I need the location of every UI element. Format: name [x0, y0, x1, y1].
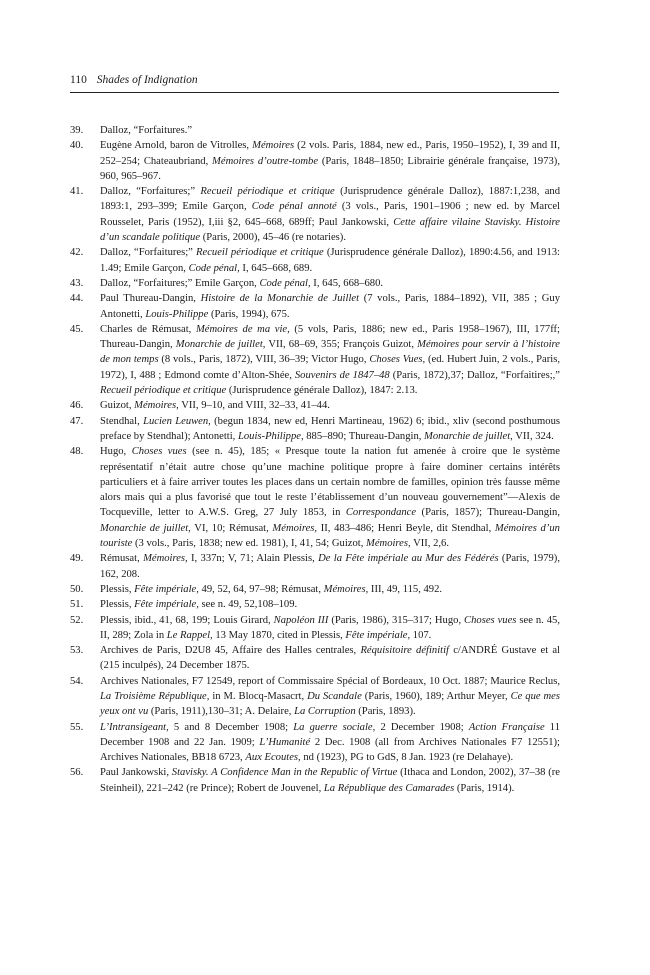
- citation-text: Plessis,: [100, 583, 135, 595]
- endnote-number: 40.: [70, 140, 84, 152]
- citation-text: Dalloz, “Forfaitures;” Emile Garçon,: [100, 277, 260, 289]
- endnote-text: [100, 446, 560, 549]
- italic-title: Mémoires,: [143, 553, 188, 565]
- citation-text: I, 645–668, 689.: [239, 262, 313, 274]
- italic-title: Mémoires d’outre-tombe: [212, 155, 319, 167]
- italic-title: Réquisitoire définitif: [360, 645, 449, 657]
- italic-title: Mémoires pour servir à l’histoire de mon temps: [100, 339, 560, 366]
- endnote: [70, 123, 560, 138]
- endnote: [70, 720, 560, 766]
- citation-text: 49, 52, 64, 97–98; Rémusat,: [198, 583, 324, 595]
- running-head: [70, 73, 558, 87]
- italic-title: Mémoires d’un touriste: [100, 522, 560, 550]
- citation-text: II, 483–486; Henri Beyle, dit Stendhal,: [317, 522, 495, 534]
- italic-title: Monarchie de juillet,: [175, 339, 266, 351]
- endnote-text: [100, 140, 560, 182]
- citation-text: Plessis, ibid., 41, 68, 199; Louis Girard,: [100, 614, 274, 626]
- endnote-number: 49.: [70, 553, 84, 565]
- italic-title: Mémoires de ma vie,: [195, 323, 290, 335]
- citation-text: VII, 9–10, and VIII, 32–33, 41–44.: [178, 400, 330, 412]
- endnote-text: [100, 125, 192, 136]
- endnote-number: 50.: [70, 583, 84, 595]
- citation-text: (Ithaca and London, 2002), 37–38 (re Steinheil), 221–242 (re Prince); Robert de Jouvenel,: [100, 767, 560, 794]
- italic-title: Louis-Philippe: [145, 308, 209, 320]
- italic-title: Monarchie de juillet,: [424, 430, 513, 442]
- endnote-text: [100, 186, 560, 243]
- endnote-text: [100, 645, 560, 671]
- citation-text: Dalloz, “Forfaitures;”: [100, 186, 201, 198]
- citation-text: (Paris, 1994), 675.: [208, 308, 290, 320]
- citation-text: Plessis,: [100, 599, 135, 611]
- italic-title: Mémoires,: [134, 400, 179, 412]
- endnote-text: [100, 324, 560, 396]
- citation-text: (7 vols., Paris, 1884–1892), VII, 385 ; Guy Antonetti,: [100, 293, 560, 320]
- italic-title: Fête impériale,: [134, 599, 199, 611]
- italic-title: Louis-Philippe,: [237, 430, 304, 442]
- endnote-number: 54.: [70, 675, 84, 687]
- italic-title: Mémoires,: [272, 522, 318, 534]
- citation-text: (begun 1834, new ed, Henri Martineau, 1962) 6; ibid., xliv (second posthumous preface by Stendhal); Antonetti,: [100, 415, 560, 442]
- citation-text: Hugo,: [100, 446, 132, 458]
- citation-text: (Paris, 1857); Thureau-Dangin,: [416, 507, 560, 519]
- endnote-text: [100, 553, 560, 579]
- italic-title: Le Rappel,: [166, 629, 213, 641]
- citation-text: (Paris, 1986), 315–317; Hugo,: [328, 614, 465, 626]
- italic-title: Du Scandale: [307, 690, 362, 702]
- citation-text: see n. 45, II, 289; Zola in: [100, 614, 560, 641]
- italic-title: Recueil périodique et critique: [200, 186, 335, 198]
- citation-text: 107.: [410, 629, 432, 641]
- endnote-number: 55.: [70, 721, 84, 733]
- italic-title: La Troisième République,: [100, 690, 210, 702]
- endnote-number: 44.: [70, 293, 84, 305]
- italic-title: Lucien Leuwen,: [143, 415, 211, 427]
- citation-text: Charles de Rémusat,: [100, 323, 196, 335]
- citation-text: (Paris, 1872),37; Dalloz, “Forfaitires;,”: [389, 369, 561, 381]
- endnotes-list: [70, 123, 560, 796]
- endnote: [70, 765, 560, 796]
- endnote: [70, 643, 560, 674]
- endnote: [70, 674, 560, 720]
- endnote-text: [100, 722, 560, 764]
- endnote: [70, 276, 560, 291]
- citation-text: Guizot,: [100, 400, 135, 412]
- citation-text: nd (1923), PG to GdS, 8 Jan. 1923 (re Delahaye).: [300, 752, 514, 764]
- endnote: [70, 322, 560, 398]
- endnote-text: [100, 615, 560, 641]
- page-number: 110: [70, 74, 87, 86]
- citation-text: (Jurisprudence générale Dalloz), 1887:1,238, and 1893:1, 293–399; Emile Garçon,: [100, 186, 561, 213]
- endnote-number: 43.: [70, 277, 84, 289]
- endnote-number: 41.: [70, 186, 84, 198]
- citation-text: (5 vols, Paris, 1886; new ed., Paris 1958–1967), III, 177ff; Thureau-Dangin,: [100, 323, 561, 351]
- citation-text: (2 vols. Paris, 1884, new ed., Paris, 1950–1952), I, 39 and II, 252–254; Chateaubriand,: [100, 140, 560, 167]
- italic-title: Stavisky. A Confidence Man in the Republic of Virtue: [171, 767, 398, 779]
- citation-text: (3 vols., Paris, 1838; new ed. 1981), I, 41, 54; Guizot,: [132, 538, 367, 550]
- endnote-number: 46.: [70, 400, 84, 412]
- endnote-number: 45.: [70, 323, 84, 335]
- citation-text: Stendhal,: [100, 415, 144, 427]
- citation-text: 2 Dec. 1908 (all from Archives Nationales F7 12551); Archives Nationales, BB18 6723,: [100, 736, 560, 764]
- citation-text: 2 December 1908;: [375, 721, 469, 733]
- italic-title: L’Intransigeant,: [100, 721, 169, 733]
- citation-text: (Jurisprudence générale Dalloz), 1847: 2.13.: [226, 385, 418, 397]
- endnote-number: 51.: [70, 599, 84, 611]
- endnote-number: 53.: [70, 645, 84, 657]
- citation-text: I, 337n; V, 71; Alain Plessis,: [187, 553, 319, 565]
- citation-text: (Jurisprudence générale Dalloz), 1890:4.56, and 1913: 1.49; Emile Garçon,: [100, 247, 560, 274]
- endnote-text: [100, 400, 330, 411]
- italic-title: Mémoires,: [323, 583, 369, 595]
- citation-text: VI, 10; Rémusat,: [190, 522, 273, 534]
- endnote-number: 47.: [70, 415, 84, 427]
- citation-text: (8 vols., Paris, 1872), VIII, 36–39; Victor Hugo,: [158, 354, 370, 366]
- citation-text: VII, 68–69, 355; François Guizot,: [265, 339, 418, 351]
- italic-title: De la Fête impériale au Mur des Fédérés: [318, 553, 499, 565]
- endnote: [70, 291, 560, 322]
- citation-text: 5 and 8 December 1908;: [168, 721, 294, 733]
- endnote-text: [100, 416, 560, 442]
- italic-title: Ce que mes yeux ont vu: [100, 690, 560, 718]
- italic-title: Cette affaire vilaine Stavisky. Histoire d’un scandale politique: [100, 216, 560, 244]
- endnote: [70, 597, 560, 612]
- citation-text: (3 vols., Paris, 1901–1906 ; new ed. by Marcel Rousselet, Paris (1952), I,iii §2, 645–668, 689ff; Paul Jankowski,: [100, 201, 560, 228]
- endnote-text: [100, 584, 442, 595]
- italic-title: Choses vues: [131, 446, 187, 458]
- citation-text: I, 645, 668–680.: [310, 277, 384, 289]
- italic-title: Fête impériale,: [345, 629, 411, 641]
- endnote: [70, 414, 560, 445]
- endnote-number: 52.: [70, 614, 84, 626]
- citation-text: Dalloz, “Forfaitures.”: [100, 125, 193, 136]
- citation-text: (Paris, 1914).: [454, 782, 515, 794]
- italic-title: Fête impériale,: [134, 583, 199, 595]
- endnote-number: 42.: [70, 247, 84, 259]
- citation-text: Rémusat,: [100, 553, 144, 565]
- endnote: [70, 398, 560, 413]
- citation-text: Dalloz, “Forfaitures;”: [100, 247, 197, 259]
- italic-title: L’Humanité: [259, 736, 311, 748]
- italic-title: La guerre sociale,: [293, 721, 376, 733]
- endnote-number: 48.: [70, 446, 84, 458]
- citation-text: 13 May 1870, cited in Plessis,: [212, 629, 346, 641]
- book-title: Shades of Indignation: [96, 74, 198, 86]
- citation-text: Archives de Paris, D2U8 45, Affaire des Halles centrales,: [100, 645, 361, 657]
- citation-text: see n. 49, 52,108–109.: [198, 599, 298, 611]
- endnote-text: [100, 293, 560, 319]
- endnote-number: 56.: [70, 767, 84, 779]
- endnote-text: [100, 278, 383, 289]
- citation-text: in M. Blocq-Masacrt,: [209, 690, 308, 702]
- italic-title: Action Française: [468, 721, 545, 733]
- italic-title: Choses Vues,: [369, 354, 426, 366]
- citation-text: (ed. Hubert Juin, 2 vols., Paris, 1972), I, 488 ; Edmond comte d’Alton-Shée,: [100, 354, 560, 381]
- citation-text: Archives Nationales, F7 12549, report of Commissaire Spécial of Bordeaux, 10 Oct. 1887; Maurice Reclus,: [100, 675, 560, 687]
- endnote-text: [100, 676, 560, 718]
- italic-title: Code pénal annoté: [251, 201, 337, 213]
- endnote: [70, 582, 560, 597]
- citation-text: VII, 2,6.: [410, 538, 449, 550]
- italic-title: Choses vues: [464, 614, 517, 626]
- header-rule: [70, 92, 559, 93]
- italic-title: Code pénal,: [188, 262, 240, 274]
- citation-text: c/ANDRÉ Gustave et al (215 inculpés), 24 December 1875.: [100, 645, 560, 672]
- citation-text: (see n. 45), 185; « Presque toute la nation fut amenée à croire que le système représentatif n’était autre chose qu’une machine politique propre à faire dominer certains intérêts particuliers et à faire arriver toutes les places dans un certain nombre de familles, opinion très fausse même alors mais qui a plus favorisé que tout le reste l’établissement d’un nouveau gouvernement”—Alexis de Tocqueville, letter to A.W.S. Greg, 27 July 1853, in: [100, 446, 560, 519]
- italic-title: Monarchie de juillet,: [100, 522, 191, 534]
- endnote-text: [100, 767, 560, 793]
- italic-title: La République des Camarades: [323, 782, 455, 794]
- citation-text: 885–890; Thureau-Dangin,: [303, 430, 425, 442]
- citation-text: Paul Thureau-Dangin,: [100, 293, 201, 305]
- citation-text: Eugène Arnold, baron de Vitrolles,: [100, 140, 253, 152]
- citation-text: Paul Jankowski,: [100, 767, 172, 779]
- citation-text: (Paris, 1893).: [355, 706, 416, 718]
- endnote: [70, 184, 560, 245]
- citation-text: 11 December 1908 and 22 Jan. 1909;: [100, 721, 560, 748]
- citation-text: VII, 324.: [512, 430, 554, 442]
- italic-title: Mémoires: [252, 140, 295, 152]
- citation-text: III, 49, 115, 492.: [368, 583, 443, 595]
- citation-text: (Paris, 1848–1850; Librairie générale française, 1973), 960, 965–967.: [100, 155, 560, 182]
- italic-title: Recueil périodique et critique: [196, 247, 324, 259]
- italic-title: La Corruption: [294, 706, 356, 718]
- citation-text: (Paris, 1960), 189; Arthur Meyer,: [361, 690, 511, 702]
- italic-title: Recueil périodique et critique: [100, 385, 227, 397]
- endnote-text: [100, 247, 560, 273]
- italic-title: Mémoires,: [366, 538, 411, 550]
- italic-title: Souvenirs de 1847–48: [294, 369, 390, 381]
- italic-title: Correspondance: [345, 507, 417, 519]
- italic-title: Napoléon III: [273, 614, 329, 626]
- italic-title: Aux Ecoutes,: [245, 752, 301, 764]
- endnote: [70, 245, 560, 276]
- italic-title: Code pénal,: [259, 277, 311, 289]
- citation-text: (Paris, 1911),130–31; A. Delaire,: [148, 706, 295, 718]
- endnote-number: 39.: [70, 125, 84, 136]
- citation-text: (Paris, 1979), 162, 208.: [100, 553, 560, 580]
- italic-title: Histoire de la Monarchie de Juillet: [200, 293, 360, 305]
- endnote: [70, 613, 560, 644]
- endnote: [70, 444, 560, 551]
- endnote: [70, 551, 560, 582]
- endnote: [70, 138, 560, 184]
- citation-text: (Paris, 2000), 45–46 (re notaries).: [200, 232, 346, 244]
- endnote-text: [100, 599, 297, 610]
